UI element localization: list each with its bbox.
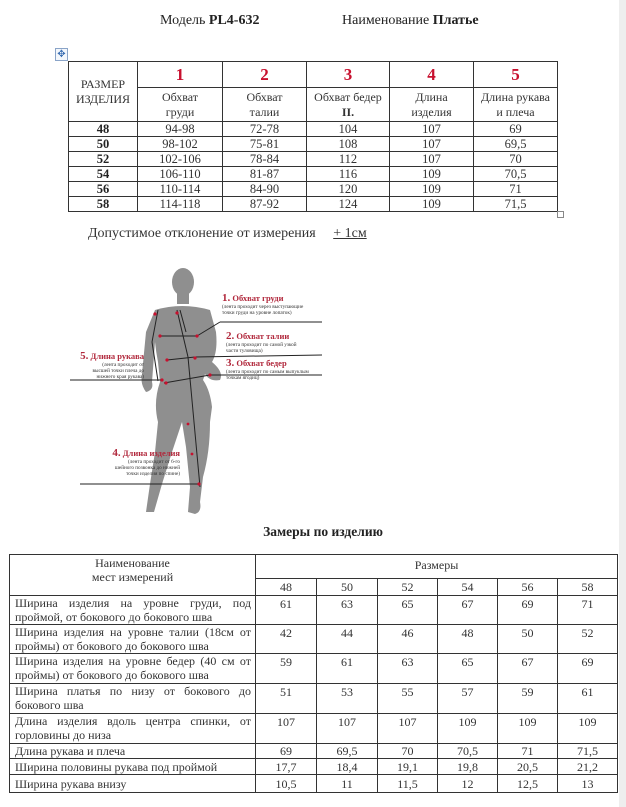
measurement-row xyxy=(10,625,618,654)
size-column-header: 54 xyxy=(438,579,498,596)
measurement-name: Ширина платья по низу от бокового до бокового шва xyxy=(10,684,256,714)
measurement-cell: 87-92 xyxy=(223,197,307,212)
measurements-table xyxy=(9,554,618,793)
measurement-cell: 71,5 xyxy=(474,197,558,212)
size-column-header: 56 xyxy=(498,579,558,596)
figure-label-chest xyxy=(222,292,303,316)
measurement-value: 61 xyxy=(317,654,378,684)
measurement-value: 71,5 xyxy=(558,744,618,759)
measurement-value: 107 xyxy=(378,714,438,744)
resize-handle[interactable] xyxy=(557,211,564,218)
measurement-value: 70 xyxy=(378,744,438,759)
measurement-name: Ширина половины рукава под проймой xyxy=(10,759,256,775)
measurement-name: Длина изделия вдоль центра спинки, от горловины до низа xyxy=(10,714,256,744)
measurement-value: 67 xyxy=(438,596,498,625)
column-label-line: талии xyxy=(249,104,280,119)
name-value: Платье xyxy=(432,13,479,28)
measurement-name: Ширина рукава внизу xyxy=(10,775,256,793)
measurement-value: 69,5 xyxy=(317,744,378,759)
label-note: (лента проходит от 6-го xyxy=(128,459,180,465)
measurement-value: 12 xyxy=(438,775,498,793)
column-label-line: груди xyxy=(165,104,195,119)
measurement-name: Ширина изделия на уровне груди, под проймой, от бокового до бокового шва xyxy=(10,596,256,625)
label-number: 2. xyxy=(226,330,235,342)
name-header-line: Наименование xyxy=(95,556,170,570)
measurement-value: 109 xyxy=(438,714,498,744)
measurement-name: Ширина изделия на уровне бедер (40 см от проймы) от бокового до бокового шва xyxy=(10,654,256,684)
measurements-title: Замеры по изделию xyxy=(263,524,383,539)
measurement-value: 61 xyxy=(558,684,618,714)
size-row xyxy=(69,167,558,182)
measurement-cell: 75-81 xyxy=(223,137,307,152)
measurement-value: 51 xyxy=(256,684,317,714)
tolerance-value: + 1см xyxy=(333,226,367,241)
column-label-line: Обхват xyxy=(246,89,283,104)
column-label-line: Обхват xyxy=(161,89,199,104)
measurement-value: 109 xyxy=(498,714,558,744)
measurement-value: 44 xyxy=(317,625,378,654)
measurement-cell: 69,5 xyxy=(474,137,558,152)
measurement-value: 55 xyxy=(378,684,438,714)
measurement-cell: 70,5 xyxy=(474,167,558,182)
measurement-value: 12,5 xyxy=(498,775,558,793)
label-title: Обхват груди xyxy=(232,293,284,303)
measurement-value: 59 xyxy=(498,684,558,714)
label-number: 5. xyxy=(80,350,89,362)
measurement-value: 67 xyxy=(498,654,558,684)
column-label xyxy=(307,88,390,122)
column-label xyxy=(390,88,474,122)
measurement-value: 65 xyxy=(378,596,438,625)
measurement-cell: 106-110 xyxy=(138,167,223,182)
column-number: 4 xyxy=(390,62,474,88)
measurement-value: 63 xyxy=(317,596,378,625)
measurement-value: 11,5 xyxy=(378,775,438,793)
size-column-header: 58 xyxy=(558,579,618,596)
figure-label-hips xyxy=(226,357,309,381)
label-note: точки изделия по спине) xyxy=(126,471,180,477)
measurement-value: 57 xyxy=(438,684,498,714)
size-column-header: 52 xyxy=(378,579,438,596)
label-number: 4. xyxy=(112,447,121,459)
label-note: точки груди на уровне лопаток) xyxy=(222,310,292,316)
column-label xyxy=(223,88,307,122)
move-icon[interactable]: ✥ xyxy=(55,48,68,61)
measurement-cell: 94-98 xyxy=(138,122,223,137)
size-row xyxy=(69,182,558,197)
measurement-row xyxy=(10,775,618,793)
measurement-cell: 71 xyxy=(474,182,558,197)
measurement-value: 109 xyxy=(558,714,618,744)
column-number: 2 xyxy=(223,62,307,88)
measurement-value: 42 xyxy=(256,625,317,654)
measurement-value: 65 xyxy=(438,654,498,684)
measurement-value: 46 xyxy=(378,625,438,654)
measurement-cell: 116 xyxy=(307,167,390,182)
size-header-line: РАЗМЕР xyxy=(80,76,126,91)
measurement-value: 53 xyxy=(317,684,378,714)
measurement-cell: 81-87 xyxy=(223,167,307,182)
measurement-cell: 124 xyxy=(307,197,390,212)
measurement-cell: 107 xyxy=(390,137,474,152)
label-number: 3. xyxy=(226,357,235,369)
measurement-row xyxy=(10,744,618,759)
measurement-value: 19,1 xyxy=(378,759,438,775)
label-note: (лента проходит от xyxy=(102,362,144,368)
model-value: PL4-632 xyxy=(208,13,260,28)
sizes-header: Размеры xyxy=(256,555,618,579)
size-cell: 56 xyxy=(69,182,138,197)
measurement-value: 52 xyxy=(558,625,618,654)
measurement-row xyxy=(10,596,618,625)
size-row xyxy=(69,152,558,167)
measurement-value: 50 xyxy=(498,625,558,654)
label-number: 1. xyxy=(222,292,231,304)
measurement-cell: 70 xyxy=(474,152,558,167)
measurement-cell: 72-78 xyxy=(223,122,307,137)
measurement-cell: 104 xyxy=(307,122,390,137)
page-edge xyxy=(619,0,626,807)
measurement-cell: 107 xyxy=(390,122,474,137)
measurement-cell: 120 xyxy=(307,182,390,197)
size-cell: 50 xyxy=(69,137,138,152)
column-number: 3 xyxy=(307,62,390,88)
label-title: Длина рукава xyxy=(90,351,144,361)
name-heading xyxy=(342,13,479,29)
size-header-line: ИЗДЕЛИЯ xyxy=(75,91,131,106)
column-label-line: Длина рукава xyxy=(481,89,550,104)
model-label: Модель xyxy=(160,13,206,28)
size-column-header: 50 xyxy=(317,579,378,596)
measurement-name: Длина рукава и плеча xyxy=(10,744,256,759)
measurement-value: 17,7 xyxy=(256,759,317,775)
label-title: Длина изделия xyxy=(122,448,180,458)
measurement-value: 59 xyxy=(256,654,317,684)
measurement-cell: 102-106 xyxy=(138,152,223,167)
measurement-value: 107 xyxy=(256,714,317,744)
measurement-figure xyxy=(60,262,340,517)
size-table xyxy=(68,61,558,212)
measurement-row xyxy=(10,684,618,714)
measurement-value: 71 xyxy=(558,596,618,625)
size-row xyxy=(69,197,558,212)
measurement-value: 21,2 xyxy=(558,759,618,775)
column-label xyxy=(138,88,223,122)
size-cell: 52 xyxy=(69,152,138,167)
name-header-line: мест измерений xyxy=(91,570,174,584)
measurement-value: 63 xyxy=(378,654,438,684)
measurement-value: 11 xyxy=(317,775,378,793)
size-header-cell xyxy=(69,62,138,122)
measurement-cell: 84-90 xyxy=(223,182,307,197)
column-number: 1 xyxy=(138,62,223,88)
size-column-header: 48 xyxy=(256,579,317,596)
measurement-cell: 107 xyxy=(390,152,474,167)
figure-label-length xyxy=(98,447,180,477)
measurement-cell: 112 xyxy=(307,152,390,167)
model-heading xyxy=(160,13,259,29)
name-header-cell xyxy=(10,555,256,596)
label-note: части туловища) xyxy=(226,348,263,354)
column-label xyxy=(474,88,558,122)
measurement-value: 61 xyxy=(256,596,317,625)
measurement-value: 69 xyxy=(256,744,317,759)
label-note: нижнего края рукава) xyxy=(96,374,144,380)
measurement-value: 70,5 xyxy=(438,744,498,759)
measurement-value: 71 xyxy=(498,744,558,759)
label-note: шейного позвонка до нижней xyxy=(114,465,180,471)
tolerance-note xyxy=(88,226,367,242)
measurement-cell: 109 xyxy=(390,197,474,212)
measurement-cell: 114-118 xyxy=(138,197,223,212)
figure-label-waist xyxy=(226,330,297,354)
measurement-value: 107 xyxy=(317,714,378,744)
measurement-name: Ширина изделия на уровне талии (18см от проймы) от бокового до бокового шва xyxy=(10,625,256,654)
size-row xyxy=(69,122,558,137)
measurement-row xyxy=(10,759,618,775)
measurement-cell: 69 xyxy=(474,122,558,137)
name-label: Наименование xyxy=(342,13,430,28)
measurement-value: 69 xyxy=(558,654,618,684)
silhouette xyxy=(142,268,222,514)
tolerance-text: Допустимое отклонение от измерения xyxy=(88,226,316,241)
measurement-cell: 109 xyxy=(390,167,474,182)
measurement-cell: 110-114 xyxy=(138,182,223,197)
label-title: Обхват бедер xyxy=(236,358,287,368)
measurement-value: 20,5 xyxy=(498,759,558,775)
measurement-cell: 98-102 xyxy=(138,137,223,152)
measurement-cell: 78-84 xyxy=(223,152,307,167)
label-note: (лента проходит через выступающие xyxy=(222,304,304,310)
measurement-cell: 109 xyxy=(390,182,474,197)
column-label-line: и плеча xyxy=(496,104,535,119)
measurement-cell: 108 xyxy=(307,137,390,152)
measurement-row xyxy=(10,654,618,684)
size-cell: 58 xyxy=(69,197,138,212)
measurement-value: 48 xyxy=(438,625,498,654)
label-note: точкам ягодиц) xyxy=(226,375,260,381)
measurement-value: 13 xyxy=(558,775,618,793)
column-number: 5 xyxy=(474,62,558,88)
measurement-row xyxy=(10,714,618,744)
measurement-value: 10,5 xyxy=(256,775,317,793)
size-cell: 54 xyxy=(69,167,138,182)
label-title: Обхват талии xyxy=(236,331,290,341)
label-note: (лента проходит по самой узкой xyxy=(226,342,297,348)
label-note: высшей точки плеча до xyxy=(92,368,144,374)
size-cell: 48 xyxy=(69,122,138,137)
column-label-line: II. xyxy=(341,104,355,119)
size-row xyxy=(69,137,558,152)
measurement-value: 69 xyxy=(498,596,558,625)
measurement-value: 18,4 xyxy=(317,759,378,775)
figure-label-sleeve xyxy=(64,350,144,380)
measurement-value: 19,8 xyxy=(438,759,498,775)
column-label-line: изделия xyxy=(411,104,452,119)
label-note: (лента проходит по самым выпуклым xyxy=(226,369,309,375)
column-label-line: Обхват бедер xyxy=(314,89,382,104)
column-label-line: Длина xyxy=(415,89,448,104)
